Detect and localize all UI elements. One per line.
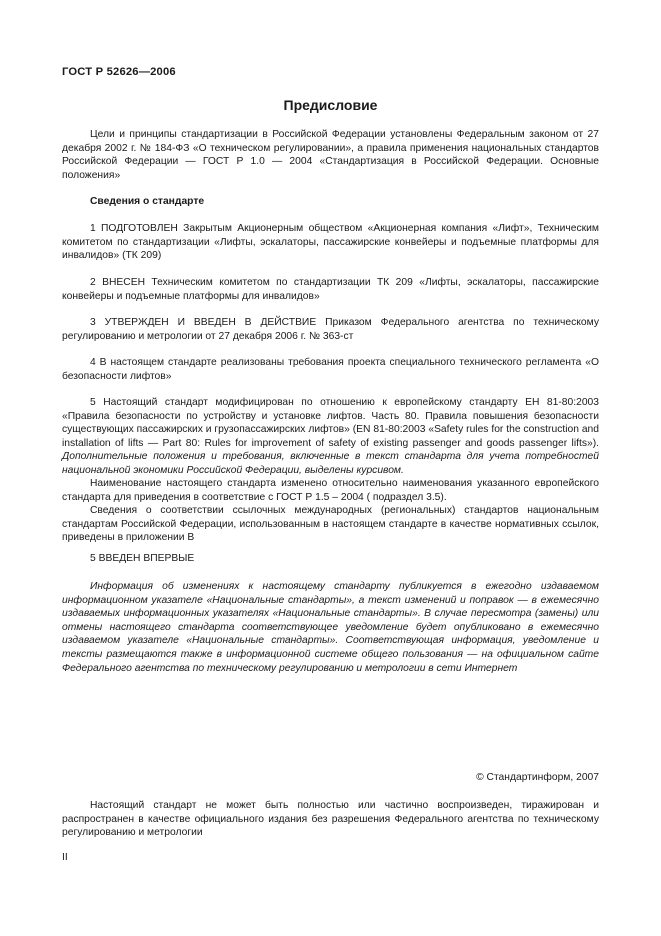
change-notice: Информация об изменениях к настоящему стандарту публикуется в ежегодно издаваемом информационном указателе «Национальные стандарты», а текст изменений и поправок — в ежемесячно издаваемых информационных указателях «Национальные стандарты». В случае пересмотра (замены) или отмены настоящего стандарта соответствующее уведомление будет опубликовано в ежемесячно издаваемом указателе «Национальные стандарты». Соответствующая информация, уведомление и тексты размещаются также в информационной системе общего пользования — на официальном сайте Федерального агентства по техническому регулированию и метрологии в сети Интернет	[62, 581, 599, 674]
page-number: II	[62, 852, 68, 863]
item-5-italic-text: Дополнительные положения и требования, включенные в текст стандарта для учета потребностей национальной экономики Российской Федерации, выделены курсивом.	[62, 451, 599, 476]
copyright: © Стандартинформ, 2007	[476, 772, 599, 783]
item-2: 2 ВНЕСЕН Техническим комитетом по стандартизации ТК 209 «Лифты, эскалаторы, пассажирские конвейеры и подъемные платформы для инвалидов»	[62, 277, 599, 302]
reproduction-rights: Настоящий стандарт не может быть полностью или частично воспроизведен, тиражирован и распространен в качестве официального издания без разрешения Федерального агентства по техническому регулированию и метрологии	[62, 800, 599, 839]
item-5-text: 5 Настоящий стандарт модифицирован по отношению к европейскому стандарту ЕН 81-80:2003 «Правила безопасности по устройству и установке лифтов. Часть 80. Правила повышения безопасности существующих пассажирских и грузопассажирских лифтов» (EN 81-80:2003 «Safety rules for the construction and installation of lifts — Part 80: Rules for improvement of safety of existing passenger and goods passenger lifts»).	[62, 397, 599, 449]
item-introduced: 5 ВВЕДЕН ВПЕРВЫЕ	[90, 553, 195, 564]
page-title: Предисловие	[283, 97, 378, 113]
section-subtitle: Сведения о стандарте	[90, 196, 205, 207]
intro-paragraph: Цели и принципы стандартизации в Российской Федерации установлены Федеральным законом от 27 декабря 2002 г. № 184-ФЗ «О техническом регулировании», а правила применения национальных стандартов Российской Федерации — ГОСТ Р 1.0 — 2004 «Стандартизация в Российской Федерации. Основные положения»	[62, 129, 599, 181]
standard-code: ГОСТ Р 52626—2006	[62, 66, 176, 78]
item-5-title-note: Наименование настоящего стандарта изменено относительно наименования указанного европейского стандарта для приведения в соответствие с ГОСТ Р 1.5 – 2004 ( подраздел 3.5).	[62, 478, 599, 503]
item-1: 1 ПОДГОТОВЛЕН Закрытым Акционерным обществом «Акционерная компания «Лифт», Техническим комитетом по стандартизации «Лифты, эскалаторы, пассажирские конвейеры и подъемные платформы для инвалидов» (ТК 209)	[62, 223, 599, 262]
item-3: 3 УТВЕРЖДЕН И ВВЕДЕН В ДЕЙСТВИЕ Приказом Федерального агентства по техническому регулированию и метрологии от 27 декабря 2006 г. № 363-ст	[62, 317, 599, 342]
item-5-paragraph	[62, 396, 599, 478]
item-5-references-note: Сведения о соответствии ссылочных международных (региональных) стандартов национальным стандартам Российской Федерации, использованным в настоящем стандарте в качестве нормативных ссылок, приведены в приложении В	[62, 505, 599, 544]
item-4: 4 В настоящем стандарте реализованы требования проекта специального технического регламента «О безопасности лифтов»	[62, 357, 599, 382]
